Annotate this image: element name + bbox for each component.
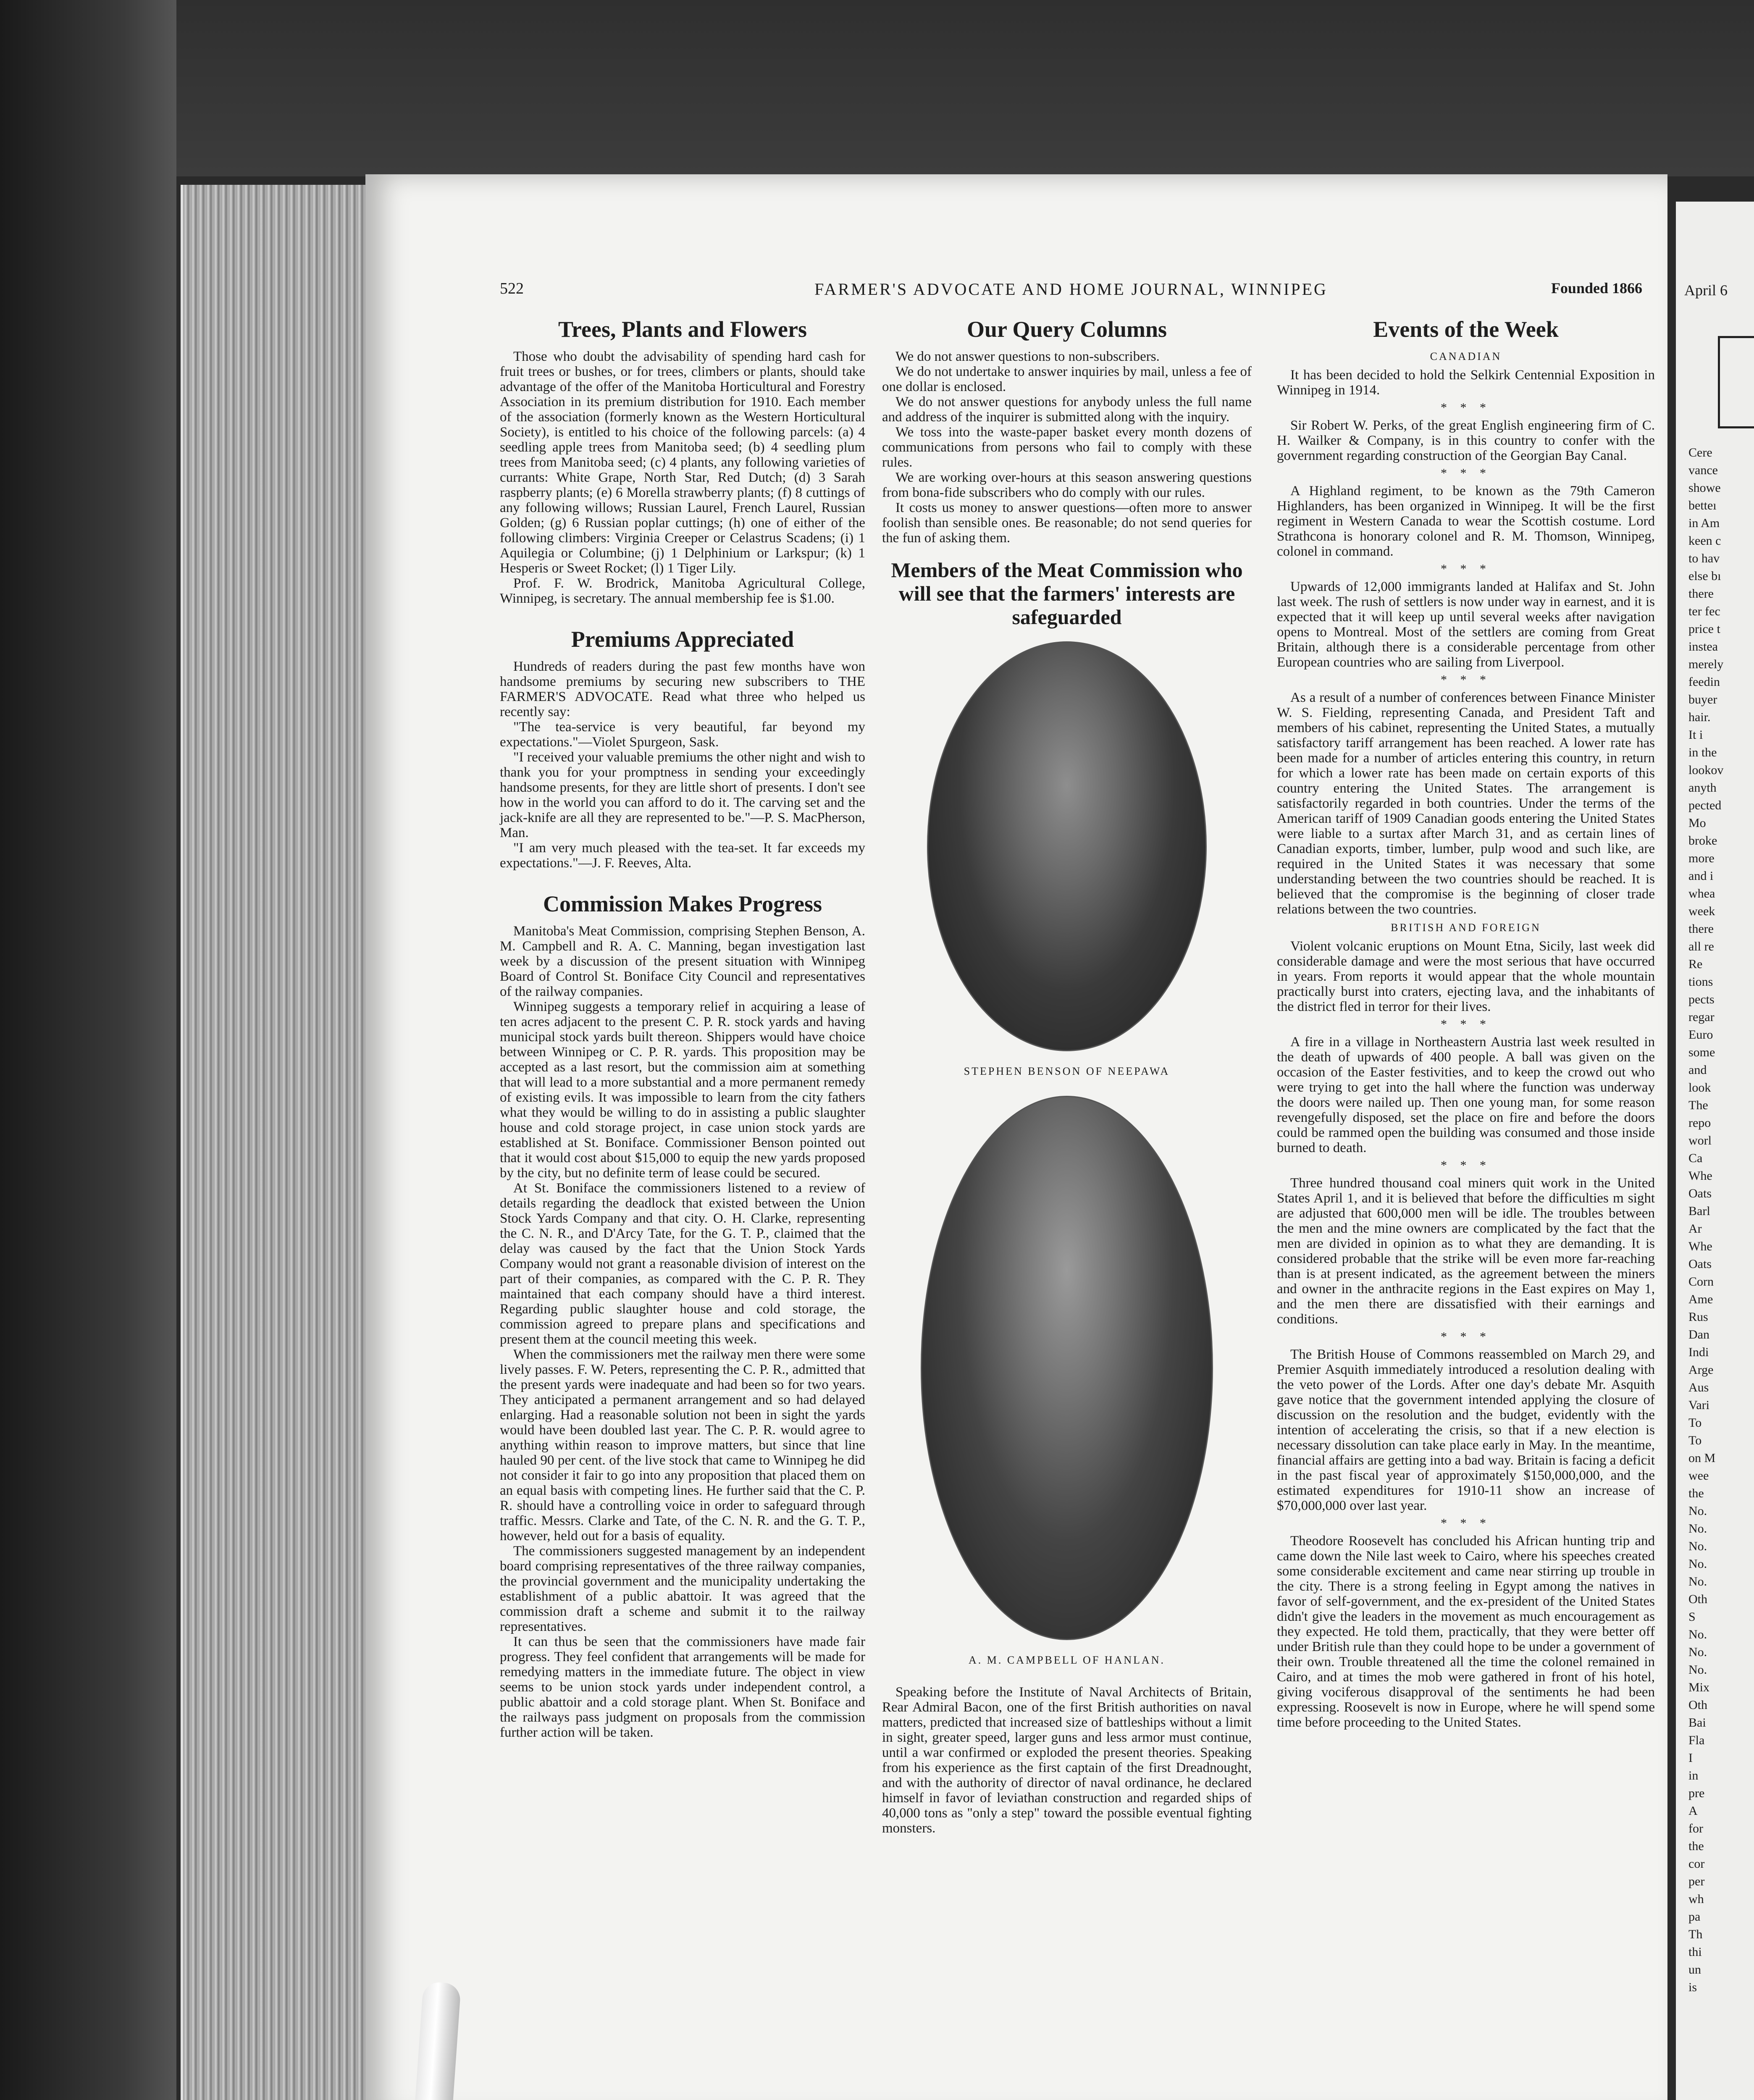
trees-paragraph: Those who doubt the advisability of spending hard cash for fruit trees or bushes, or for trees, climbers or plants, should take advantage of the offer of the Manitoba Horticultural and Forestry Association in its premium distribution for 1910. Each member of the association (formerly known as the Western Horticultural Society), is entitled to his choice of the following parcels: (a) 4 seedling apple trees from Manitoba seed; (b) 4 seedling plum trees from Manitoba seed; (c) 4 plants, any following varieties of currants: White Grape, North Star, Red Dutch; (d) 3 Sarah raspberry plants; (e) 6 Morella strawberry plants; (f) 8 cuttings of any following willows; Russian Laurel, French Laurel, Russian Golden; (g) 6 Russian poplar cuttings; (h) one of either of the following climbers: Virginia Creeper or Celastrus Scadens; (i) 1 Aquilegia or Columbine; (j) 1 Delphinium or Larkspur; (k) 1 Hesperis or Sweet Rocket; (l) 1 Tiger Lily. — [500, 349, 865, 576]
event-item: It has been decided to hold the Selkirk Centennial Exposition in Winnipeg in 1914. — [1277, 368, 1655, 398]
event-item: Theodore Roosevelt has concluded his African hunting trip and came down the Nile last week to Cairo, where his speeches created some considerable excitement and came near stirring up trouble in the city. There is a strong feeling in Egypt among the natives in favor of self-government, and the ex-president of the United States didn't give the leaders in the movement as much encouragement as they expected. He told them, practically, that they were better off under British rule than they could hope to be under a government of their own. Trouble threatened all the time the colonel remained in Cairo, and at times the mob were gathered in front of his hotel, giving vociferous disapproval of the sentiments he had been expressing. Roosevelt is now in Europe, where he will spend some time before proceeding to the United States. — [1277, 1533, 1655, 1730]
facing-page-fragment-line: No. — [1688, 1504, 1707, 1518]
facing-page-fragment-line: Re — [1688, 957, 1703, 971]
facing-page-fragment-line: betteı — [1688, 499, 1717, 512]
facing-page-fragment-line: It i — [1688, 728, 1703, 742]
members-heading: Members of the Meat Commission who will see that the farmers' interests are safeguarded — [891, 558, 1243, 629]
facing-page-fragment-line: hair. — [1688, 710, 1711, 724]
newspaper-page — [365, 174, 1667, 2100]
facing-page-fragment-line: Corn — [1688, 1275, 1714, 1289]
facing-page-fragment-line: No. — [1688, 1539, 1707, 1553]
trees-heading: Trees, Plants and Flowers — [558, 317, 807, 342]
event-item: Three hundred thousand coal miners quit work in the United States April 1, and it is believed that before the difficulties m sight are adjusted that 600,000 men will be idle. The troubles between the men and the mine owners are complicated by the fact that the men are divided in opinion as to what they are demanding. It is considered probable that the strike will be even more far-reaching than is at present indicated, as the agreement between the miners and owner in the anthracite regions in the East expires on May 1, and the men there are dissatisfied with their earnings and conditions. — [1277, 1176, 1655, 1327]
facing-page-box — [1718, 336, 1754, 428]
query-paragraph: We do not answer questions to non-subscribers. — [895, 349, 1160, 364]
commission-paragraph: It can thus be seen that the commissioners have made fair progress. They feel confident that arrangements will be made for remedying matters in the immediate future. The object in view seems to be union stock yards under independent control, a public abattoir and a cold storage plant. When St. Boniface and the railways pass judgment on proposals from the commission further action will be taken. — [500, 1634, 865, 1740]
facing-page-fragment-line: Vari — [1688, 1398, 1709, 1412]
book-page-edges — [181, 185, 368, 2100]
facing-page-fragment-line: Ca — [1688, 1151, 1703, 1165]
facing-page-fragment-line: on M — [1688, 1451, 1716, 1465]
facing-page-fragment-line: and — [1688, 1063, 1707, 1077]
facing-page-fragment-line: feedin — [1688, 675, 1720, 689]
separator-stars: * * * — [1441, 1516, 1491, 1530]
facing-page-fragment-line: The — [1688, 1098, 1708, 1112]
facing-page-fragment-line: Bai — [1688, 1716, 1706, 1730]
naval-paragraph: Speaking before the Institute of Naval Architects of Britain, Rear Admiral Bacon, one of the first British authorities on naval matters, predicted that increased size of battleships without a limit in sight, greater speed, larger guns and less armor must continue, until a war confirmed or exploded the present theories. Speaking from his experience as the first captain of the first Dreadnought, and with the authority of director of naval ordinance, he declared himself in favor of leviathan construction and regarded ships of 40,000 tons as "only a step" toward the possible eventual fighting monsters. — [882, 1685, 1252, 1836]
facing-page-fragment-line: Indi — [1688, 1345, 1709, 1359]
event-item: A Highland regiment, to be known as the 79th Cameron Highlanders, has been organized in Winnipeg. It will be the first regiment in Western Canada to wear the Scottish costume. Lord Strathcona is honorary colonel and R. M. Thomson, Winnipeg, colonel in command. — [1277, 483, 1655, 559]
portrait-am-campbell — [921, 1096, 1213, 1640]
query-paragraph: We do not answer questions for anybody unless the full name and address of the inquirer is submitted along with the inquiry. — [882, 394, 1252, 425]
separator-stars: * * * — [1441, 1330, 1491, 1344]
facing-page-fragment-line: No. — [1688, 1628, 1707, 1641]
facing-page-fragment-line: I — [1688, 1751, 1693, 1765]
facing-page-fragment-line: in the — [1688, 746, 1717, 759]
query-paragraph: It costs us money to answer questions—often more to answer foolish than sensible ones. Be reasonable; do not send queries for the fun of asking them. — [882, 500, 1252, 546]
facing-page-fragment-line: No. — [1688, 1557, 1707, 1571]
facing-page-fragment-line: Rus — [1688, 1310, 1708, 1324]
event-item: As a result of a number of conferences between Finance Minister W. S. Fielding, representing Canada, and President Taft and members of his cabinet, representing the United States, a mutually satisfactory tariff arrangement has been reached. A lower rate has been made for a number of articles entering this country, in return for which a lower rate has been made on certain exports of this country entering the United States. The arrangement is satisfactorily regarded in both countries. Under the terms of the American tariff of 1909 Canadian goods entering the United States were liable to a surtax after March 31, and as certain lines of Canadian exports, timber, lumber, pulp wood and such like, are required in the United States it was necessary that some understanding between the two countries should be reached. It is believed that the compromise is the beginning of closer trade relations between the two countries. — [1277, 690, 1655, 917]
facing-page-fragment — [1676, 202, 1754, 2100]
facing-page-fragment-line: A — [1688, 1804, 1698, 1818]
facing-page-fragment-line: all re — [1688, 940, 1714, 953]
facing-page-fragment-line: is — [1688, 1980, 1697, 1994]
facing-page-fragment-line: repo — [1688, 1116, 1711, 1130]
facing-page-fragment-line: Dan — [1688, 1328, 1709, 1341]
facing-page-fragment-line: regar — [1688, 1010, 1715, 1024]
facing-page-fragment-line: Euro — [1688, 1028, 1713, 1042]
premiums-paragraph: "I received your valuable premiums the other night and wish to thank you for your promptness in sending your exceedingly handsome presents, for they are little short of presents. I don't see how in the world you can afford to do it. The carving set and the jack-knife are all they are represented to be."—P. S. MacPherson, Man. — [500, 750, 865, 840]
facing-page-fragment-line: Cere — [1688, 446, 1712, 459]
facing-page-fragment-line: Whe — [1688, 1239, 1712, 1253]
facing-page-fragment-line: To — [1688, 1416, 1702, 1430]
facing-page-fragment-line: ter fec — [1688, 604, 1720, 618]
facing-page-fragment-line: Whe — [1688, 1169, 1712, 1183]
facing-page-fragment-line: else bı — [1688, 569, 1721, 583]
separator-stars: * * * — [1441, 673, 1491, 687]
facing-page-fragment-line: Mix — [1688, 1680, 1710, 1694]
query-paragraph: We are working over-hours at this season answering questions from bona-fide subscribers who do comply with our rules. — [882, 470, 1252, 500]
facing-page-fragment-line: price t — [1688, 622, 1720, 636]
facing-page-fragment-line: the — [1688, 1839, 1704, 1853]
facing-page-fragment-line: wee — [1688, 1469, 1709, 1483]
facing-page-fragment-line: vance — [1688, 463, 1718, 477]
trees-paragraph: Prof. F. W. Brodrick, Manitoba Agricultural College, Winnipeg, is secretary. The annual membership fee is $1.00. — [500, 576, 865, 606]
facing-page-fragment-line: un — [1688, 1963, 1701, 1977]
section-label-british: BRITISH AND FOREIGN — [1391, 921, 1541, 934]
facing-page-fragment-line: per — [1688, 1874, 1705, 1888]
separator-stars: * * * — [1441, 401, 1491, 415]
facing-page-fragment-line: to hav — [1688, 551, 1720, 565]
facing-page-fragment-line: Th — [1688, 1927, 1703, 1941]
event-item: The British House of Commons reassembled on March 29, and Premier Asquith immediately introduced a resolution dealing with the veto power of the Lords. After one day's debate Mr. Asquith gave notice that the government intended applying the closure of discussion on the resolution and the budget, evidently with the intention of accelerating the crisis, so that if a new election is necessary dissolution can take place early in May. In the meantime, financial affairs are getting into a bad way. Britain is facing a deficit in the past fiscal year of approximately $150,000,000, and the estimated expenditures for 1910-11 show an increase of $70,000,000 over last year. — [1277, 1347, 1655, 1513]
facing-page-fragment-line: instea — [1688, 640, 1718, 654]
facing-page-fragment-line: pa — [1688, 1910, 1701, 1924]
facing-page-fragment-line: No. — [1688, 1575, 1707, 1588]
facing-page-fragment-line: tions — [1688, 975, 1713, 989]
premiums-paragraph: "I am very much pleased with the tea-set. It far exceeds my expectations."—J. F. Reeves, Alta. — [500, 840, 865, 871]
section-label-canadian: CANADIAN — [1430, 350, 1502, 362]
event-item: Upwards of 12,000 immigrants landed at Halifax and St. John last week. The rush of settlers is now under way in earnest, and it is expected that it will keep up until several weeks after navigation opens to Montreal. Most of the settlers are coming from Great Britain, although there is a considerable percentage from other European countries who are sailing from Liverpool. — [1277, 579, 1655, 670]
facing-page-fragment-line: Ame — [1688, 1292, 1713, 1306]
facing-page-fragment-line: buyer — [1688, 693, 1717, 706]
facing-page-header: April 6 — [1684, 282, 1728, 299]
facing-page-fragment-line: Fla — [1688, 1733, 1705, 1747]
facing-page-fragment-line: in Am — [1688, 516, 1720, 530]
premiums-paragraph: "The tea-service is very beautiful, far beyond my expectations."—Violet Spurgeon, Sask. — [500, 719, 865, 750]
founded-label: Founded 1866 — [1551, 280, 1642, 297]
premiums-paragraph: Hundreds of readers during the past few months have won handsome premiums by securing new subscribers to THE FARMER'S ADVOCATE. Read what three who helped us recently say: — [500, 659, 865, 719]
facing-page-fragment-line: there — [1688, 922, 1714, 936]
column-left — [500, 313, 865, 1740]
query-heading: Our Query Columns — [966, 317, 1167, 342]
facing-page-fragment-line: more — [1688, 851, 1715, 865]
scan-background-left — [0, 0, 176, 2100]
facing-page-fragment-line: anyth — [1688, 781, 1717, 795]
facing-page-fragment-line: No. — [1688, 1522, 1707, 1536]
facing-page-fragment-line: Aus — [1688, 1381, 1709, 1394]
query-paragraph: We do not undertake to answer inquiries by mail, unless a fee of one dollar is enclosed. — [882, 364, 1252, 394]
commission-paragraph: When the commissioners met the railway men there were some lively passes. F. W. Peters, representing the C. P. R., admitted that the present yards were inadequate and had been so for two years. They anticipated a permanent arrangement and so had delayed enlarging. Had a reasonable solution not been in sight the yards would have been doubled last year. The C. P. R. would agree to anything within reason to improve matters, but since that line hauled 90 per cent. of the live stock that came to Winnipeg he did not consider it fair to go into any proposition that placed them on an equal basis with competing lines. He further said that the C. P. R. should have a controlling voice in order to safeguard through traffic. Messrs. Clarke and Tate, of the C. N. R. and the G. T. P., however, held out for a basis of equality. — [500, 1347, 865, 1544]
commission-paragraph: At St. Boniface the commissioners listened to a review of details regarding the deadlock that existed between the Union Stock Yards Company and that city. O. H. Clarke, representing the C. N. R., and D'Arcy Tate, for the G. T. P., claimed that the delay was caused by the fact that the Union Stock Yards Company would not grant a reasonable division of interest on the part of their companies, as compared with the C. P. R. They maintained that each company should have a third interest. Regarding public slaughter house and cold storage, the commission agreed to prepare plans and specifications and present them at the council meeting this week. — [500, 1181, 865, 1347]
facing-page-fragment-line: Ar — [1688, 1222, 1702, 1236]
separator-stars: * * * — [1441, 1158, 1491, 1172]
facing-page-fragment-line: cor — [1688, 1857, 1705, 1871]
facing-page-fragment-line: Arge — [1688, 1363, 1714, 1377]
facing-page-fragment-line: Barl — [1688, 1204, 1710, 1218]
facing-page-fragment-line: To — [1688, 1433, 1702, 1447]
page-number: 522 — [500, 280, 524, 297]
portrait-stephen-benson — [927, 641, 1207, 1051]
commission-paragraph: Winnipeg suggests a temporary relief in acquiring a lease of ten acres adjacent to the present C. P. R. stock yards and having municipal stock yards built thereon. Shippers would have choice between Winnipeg or C. P. R. yards. This proposition may be accepted as a last resort, but the commission aim at something that will lead to a more substantial and a more permanent remedy of existing evils. It was impossible to learn from the city fathers what they would be willing to do in assisting a public slaughter house and cold storage project, in case union stock yards are established at St. Boniface. Commissioner Benson pointed out that it would cost about $15,000 to equip the new yards proposed by the city, but no definite term of lease could be secured. — [500, 999, 865, 1181]
facing-page-fragment-line: Oth — [1688, 1592, 1707, 1606]
facing-page-fragment-line: in — [1688, 1769, 1699, 1782]
facing-page-fragment-line: and i — [1688, 869, 1714, 883]
facing-page-fragment-line: broke — [1688, 834, 1717, 848]
commission-paragraph: The commissioners suggested management by an independent board comprising representatives of the three railway companies, the provincial government and the municipality undertaking the establishment of a public abattoir. It was agreed that the commission draft a scheme and submit it to the railway representatives. — [500, 1544, 865, 1634]
scan-background-top — [0, 0, 1754, 176]
facing-page-fragment-line: No. — [1688, 1645, 1707, 1659]
facing-page-fragment-line: there — [1688, 587, 1714, 601]
facing-page-fragment-line: Oats — [1688, 1186, 1712, 1200]
running-head: FARMER'S ADVOCATE AND HOME JOURNAL, WINNIPEG — [814, 280, 1328, 299]
separator-stars: * * * — [1441, 466, 1491, 480]
facing-page-fragment-line: lookov — [1688, 763, 1724, 777]
column-right — [1277, 313, 1655, 1730]
event-item: Sir Robert W. Perks, of the great English engineering firm of C. H. Wailker & Company, is in this country to confer with the government regarding construction of the Georgian Bay Canal. — [1277, 418, 1655, 463]
facing-page-fragment-line: wh — [1688, 1892, 1704, 1906]
commission-heading: Commission Makes Progress — [543, 891, 822, 916]
page-header — [500, 279, 1642, 304]
separator-stars: * * * — [1441, 562, 1491, 576]
facing-page-fragment-line: Oth — [1688, 1698, 1707, 1712]
facing-page-fragment-line: pects — [1688, 992, 1715, 1006]
facing-page-fragment-line: No. — [1688, 1663, 1707, 1677]
facing-page-fragment-line: Oats — [1688, 1257, 1712, 1271]
facing-page-fragment-line: whea — [1688, 887, 1715, 900]
facing-page-fragment-line: for — [1688, 1822, 1703, 1835]
facing-page-fragment-line: week — [1688, 904, 1715, 918]
facing-page-fragment-line: merely — [1688, 657, 1724, 671]
facing-page-fragment-line: look — [1688, 1081, 1711, 1095]
premiums-heading: Premiums Appreciated — [571, 627, 794, 652]
event-item: Violent volcanic eruptions on Mount Etna, Sicily, last week did considerable damage and were the most serious that have occurred in years. From reports it would appear that the whole mountain practically burst into craters, ejecting lava, and the inhabitants of the district fled in terror for their lives. — [1277, 939, 1655, 1014]
facing-page-fragment-line: pre — [1688, 1786, 1705, 1800]
separator-stars: * * * — [1441, 1017, 1491, 1031]
facing-page-fragment-line: thi — [1688, 1945, 1702, 1959]
query-paragraph: We toss into the waste-paper basket every month dozens of communications from persons who fail to comply with these rules. — [882, 425, 1252, 470]
commission-paragraph: Manitoba's Meat Commission, comprising Stephen Benson, A. M. Campbell and R. A. C. Manning, began investigation last week by a discussion of the present situation with Winnipeg Board of Control St. Boniface City Council and representatives of the railway companies. — [500, 924, 865, 999]
portrait-caption: A. M. CAMPBELL OF HANLAN. — [968, 1654, 1166, 1666]
facing-page-fragment-line: some — [1688, 1045, 1715, 1059]
facing-page-fragment-line: worl — [1688, 1134, 1712, 1147]
event-item: A fire in a village in Northeastern Austria last week resulted in the death of upwards of 400 people. A ball was given on the occasion of the Easter festivities, and to keep the crowd out who were trying to get into the hall where the function was underway the doors were nailed up. Then one young man, for some reason revengefully disposed, set the place on fire and before the doors could be rammed open the building was consumed and those inside burned to death. — [1277, 1034, 1655, 1155]
facing-page-fragment-line: Mo — [1688, 816, 1706, 830]
events-heading: Events of the Week — [1373, 317, 1559, 342]
column-middle — [882, 313, 1252, 1836]
facing-page-fragment-line: keen c — [1688, 534, 1721, 548]
portrait-caption: STEPHEN BENSON OF NEEPAWA — [964, 1065, 1170, 1077]
facing-page-fragment-line: S — [1688, 1610, 1696, 1624]
facing-page-fragment-line: showe — [1688, 481, 1721, 495]
facing-page-fragment-line: the — [1688, 1486, 1704, 1500]
facing-page-fragment-line: pected — [1688, 798, 1722, 812]
